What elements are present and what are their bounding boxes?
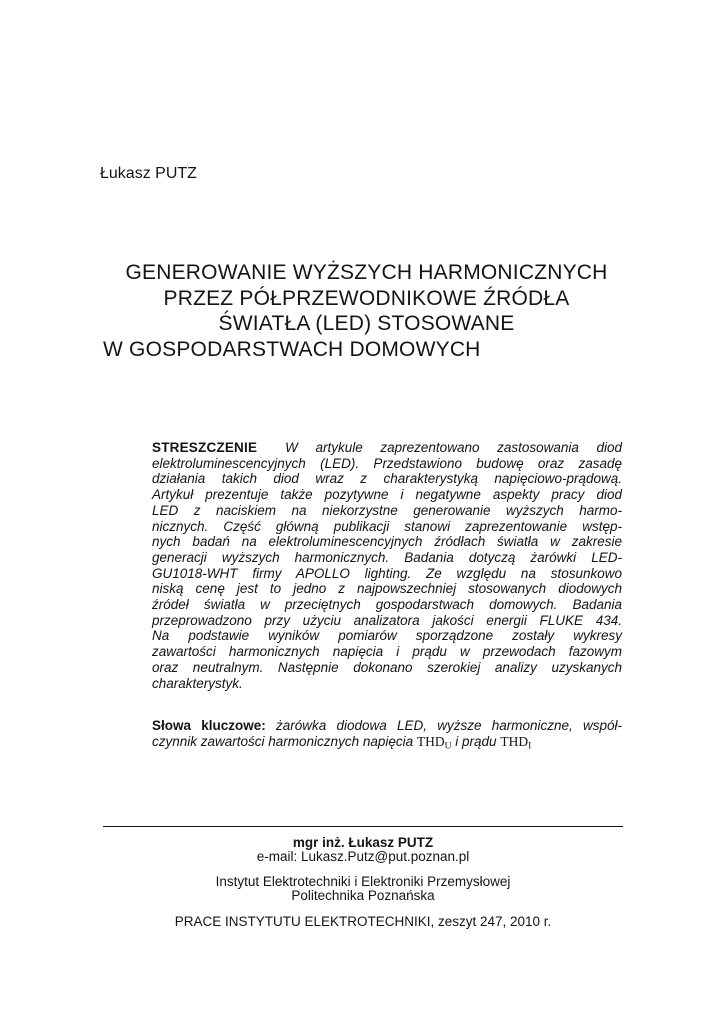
keywords-label: Słowa kluczowe: bbox=[152, 718, 266, 733]
thd-i-subscript: I bbox=[528, 741, 532, 752]
abstract-label: STRESZCZENIE bbox=[152, 440, 258, 455]
abstract-line: Artykuł prezentuje także pozytywne i negatywne aspekty pracy diod bbox=[152, 487, 622, 503]
thd-u-subscript: U bbox=[444, 741, 452, 752]
abstract-body bbox=[152, 456, 622, 692]
footer-divider-line bbox=[103, 826, 623, 827]
abstract-line: generacji wyższych harmonicznych. Badania dotyczą żarówki LED- bbox=[152, 549, 622, 565]
keywords-first-line bbox=[152, 718, 622, 734]
abstract-line: elektroluminescencyjnych (LED). Przedstawiono budowę oraz zasadę bbox=[152, 455, 622, 471]
title-line: PRZEZ PÓŁPRZEWODNIKOWE ŹRÓDŁA bbox=[163, 286, 570, 310]
abstract-line: charakterystyk. bbox=[152, 675, 243, 691]
keywords-second-line bbox=[152, 734, 622, 755]
abstract-line: działania takich diod wraz z charakterystyką napięciowo-prądową. bbox=[152, 471, 622, 487]
abstract-line: przeprowadzono przy użyciu analizatora jakości energii FLUKE 434. bbox=[152, 612, 622, 628]
keywords-line1-text: żarówka diodowa LED, wyższe harmoniczne, współ- bbox=[275, 718, 622, 733]
keywords-line2-start: czynnik zawartości harmonicznych napięcia bbox=[152, 734, 414, 749]
abstract-line: nych badań na elektroluminescencyjnych źródłach światła w zakresie bbox=[152, 534, 622, 550]
paper-title bbox=[103, 260, 630, 362]
author-name: Łukasz PUTZ bbox=[100, 165, 197, 182]
abstract-line: niską cenę jest to jedno z najpowszechniej stosowanych diodowych bbox=[152, 581, 622, 597]
abstract-line: LED z naciskiem na niekorzystne generowanie wyższych harmo- bbox=[152, 502, 622, 518]
footer-institute: Instytut Elektrotechniki i Elektroniki Przemysłowej bbox=[215, 874, 511, 889]
footer-block bbox=[103, 836, 623, 929]
title-line: ŚWIATŁA (LED) STOSOWANE bbox=[218, 312, 515, 335]
title-line: GENEROWANIE WYŻSZYCH HARMONICZNYCH bbox=[125, 261, 608, 284]
abstract-first-line bbox=[152, 440, 622, 456]
abstract-line: źródeł światła w przeciętnych gospodarstwach domowych. Badania bbox=[152, 597, 622, 613]
keywords-line2-mid: i prądu bbox=[455, 734, 497, 749]
abstract-block bbox=[152, 440, 622, 691]
abstract-line: Na podstawie wyników pomiarów sporządzone zostały wykresy bbox=[152, 628, 622, 644]
thd-i-term: $THD_I$ bbox=[500, 734, 532, 752]
abstract-line: nicznych. Część główną publikacji stanowi zaprezentowanie wstęp- bbox=[152, 518, 622, 534]
footer-journal-citation: PRACE INSTYTUTU ELEKTROTECHNIKI, zeszyt 247, 2010 r. bbox=[174, 914, 552, 929]
abstract-first-line-text: W artykule zaprezentowano zastosowania diod bbox=[285, 440, 622, 455]
title-line: W GOSPODARSTWACH DOMOWYCH bbox=[103, 337, 481, 361]
keywords-block bbox=[152, 718, 622, 755]
thd-u-term: $THD_U$ bbox=[416, 734, 452, 752]
footer-university: Politechnika Poznańska bbox=[291, 888, 435, 903]
abstract-line: oraz neutralnym. Następnie dokonano szerokiej analizy uzyskanych bbox=[152, 659, 622, 675]
abstract-line: zawartości harmonicznych napięcia i prądu w przewodach fazowym bbox=[152, 644, 622, 660]
footer-email: e-mail: Lukasz.Putz@put.poznan.pl bbox=[256, 849, 470, 864]
abstract-line: GU1018-WHT firmy APOLLO lighting. Ze względu na stosunkowo bbox=[152, 565, 622, 581]
footer-author: mgr inż. Łukasz PUTZ bbox=[292, 835, 434, 850]
